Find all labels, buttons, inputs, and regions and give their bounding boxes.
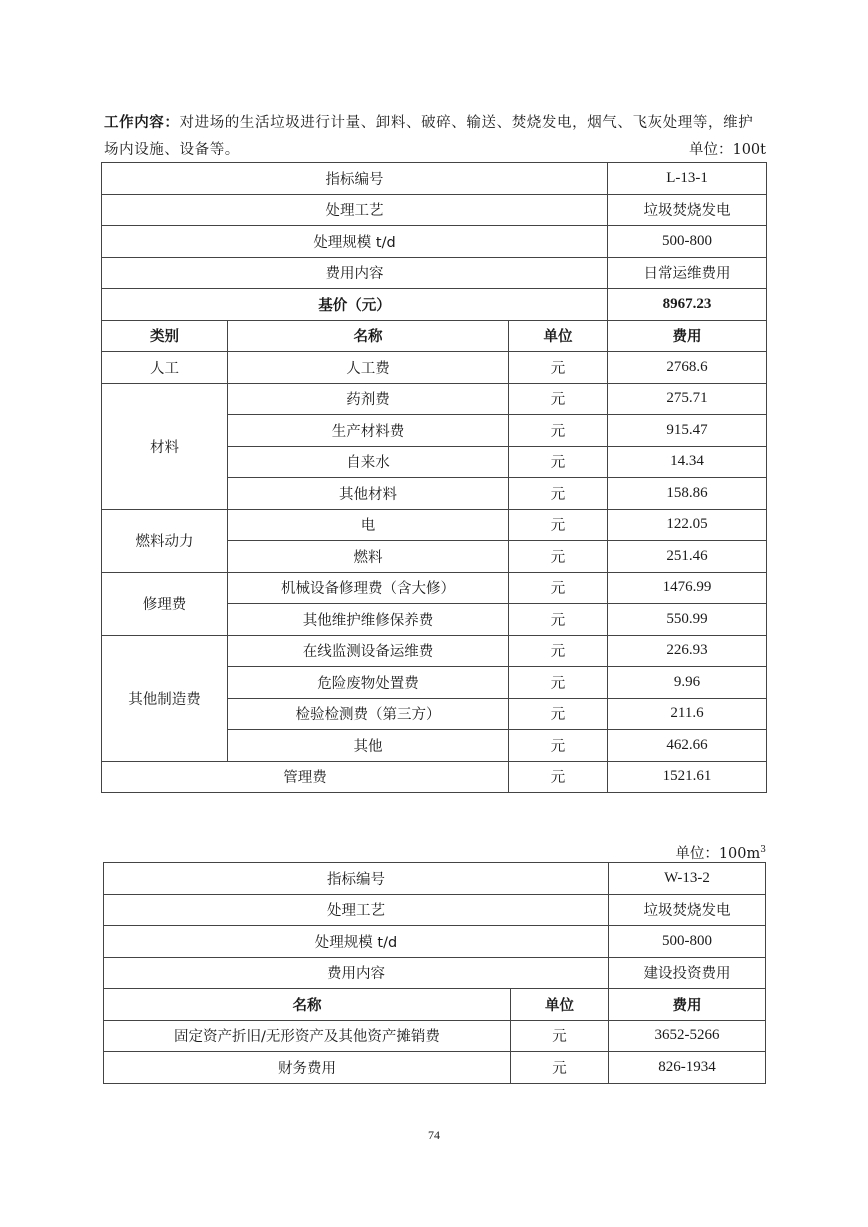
item-unit: 元 — [509, 446, 608, 478]
item-name: 电 — [228, 509, 509, 541]
work-content-text: 对进场的生活垃圾进行计量、卸料、破碎、输送、焚烧发电，烟气、飞灰处理等，维护场内设施、设备等。 — [104, 115, 754, 158]
meta-value: 500-800 — [608, 226, 767, 258]
item-cost: 14.34 — [608, 446, 767, 478]
item-name: 固定资产折旧/无形资产及其他资产摊销费 — [104, 1020, 511, 1052]
table-row — [104, 957, 766, 989]
item-name: 其他 — [228, 730, 509, 762]
meta-value: 500-800 — [609, 926, 766, 958]
category-cell: 其他制造费 — [102, 635, 228, 761]
item-cost: 1521.61 — [608, 761, 767, 793]
item-cost: 251.46 — [608, 541, 767, 573]
item-unit: 元 — [509, 761, 608, 793]
meta-key: 费用内容 — [104, 957, 609, 989]
meta-value: 日常运维费用 — [608, 257, 767, 289]
management-fee-label: 管理费 — [102, 761, 509, 793]
table-row — [102, 352, 767, 384]
item-cost: 158.86 — [608, 478, 767, 510]
table-row — [102, 257, 767, 289]
meta-key: 指标编号 — [102, 163, 608, 195]
table-row — [102, 383, 767, 415]
item-unit: 元 — [509, 541, 608, 573]
construction-investment-cost-table — [103, 862, 766, 1084]
category-cell: 人工 — [102, 352, 228, 384]
base-price-label: 基价（元） — [102, 289, 608, 321]
item-cost: 211.6 — [608, 698, 767, 730]
table-row — [102, 194, 767, 226]
item-name: 自来水 — [228, 446, 509, 478]
item-name: 机械设备修理费（含大修） — [228, 572, 509, 604]
item-unit: 元 — [509, 667, 608, 699]
item-name: 药剂费 — [228, 383, 509, 415]
category-cell: 修理费 — [102, 572, 228, 635]
item-unit: 元 — [509, 509, 608, 541]
item-unit: 元 — [509, 352, 608, 384]
item-cost: 2768.6 — [608, 352, 767, 384]
meta-value: 建设投资费用 — [609, 957, 766, 989]
item-name: 财务费用 — [104, 1052, 511, 1084]
item-name: 生产材料费 — [228, 415, 509, 447]
category-cell: 材料 — [102, 383, 228, 509]
item-cost: 550.99 — [608, 604, 767, 636]
work-content-label: 工作内容： — [104, 115, 180, 131]
table-row — [104, 863, 766, 895]
meta-key: 费用内容 — [102, 257, 608, 289]
unit-superscript: 3 — [760, 845, 766, 855]
table-row — [102, 761, 767, 793]
item-name: 燃料 — [228, 541, 509, 573]
table-row — [102, 226, 767, 258]
meta-key: 处理工艺 — [104, 894, 609, 926]
table-row — [102, 163, 767, 195]
table-row — [104, 1020, 766, 1052]
meta-key: 处理规模 t/d — [104, 926, 609, 958]
table-row — [102, 509, 767, 541]
item-cost: 1476.99 — [608, 572, 767, 604]
meta-value: 垃圾焚烧发电 — [608, 194, 767, 226]
item-cost: 226.93 — [608, 635, 767, 667]
item-name: 其他材料 — [228, 478, 509, 510]
item-cost: 462.66 — [608, 730, 767, 762]
item-cost: 122.05 — [608, 509, 767, 541]
item-name: 检验检测费（第三方） — [228, 698, 509, 730]
meta-key: 指标编号 — [104, 863, 609, 895]
column-header-name: 名称 — [104, 989, 511, 1021]
table-row — [102, 572, 767, 604]
item-name: 其他维护维修保养费 — [228, 604, 509, 636]
column-header-cost: 费用 — [609, 989, 766, 1021]
meta-value: L-13-1 — [608, 163, 767, 195]
item-unit: 元 — [511, 1052, 609, 1084]
header-row — [104, 989, 766, 1021]
column-header-unit: 单位 — [509, 320, 608, 352]
item-cost: 275.71 — [608, 383, 767, 415]
meta-value: 垃圾焚烧发电 — [609, 894, 766, 926]
item-unit: 元 — [509, 383, 608, 415]
item-unit: 元 — [509, 415, 608, 447]
item-cost: 826-1934 — [609, 1052, 766, 1084]
item-cost: 915.47 — [608, 415, 767, 447]
daily-operation-cost-table — [101, 162, 767, 793]
meta-key: 处理工艺 — [102, 194, 608, 226]
category-cell: 燃料动力 — [102, 509, 228, 572]
unit-prefix: 单位：100m — [675, 846, 761, 862]
meta-key: 处理规模 t/d — [102, 226, 608, 258]
table-row — [104, 1052, 766, 1084]
item-unit: 元 — [511, 1020, 609, 1052]
item-cost: 3652-5266 — [609, 1020, 766, 1052]
item-name: 危险废物处置费 — [228, 667, 509, 699]
table-row — [102, 635, 767, 667]
column-header-category: 类别 — [102, 320, 228, 352]
item-unit: 元 — [509, 730, 608, 762]
meta-value: W-13-2 — [609, 863, 766, 895]
page-number: 74 — [428, 1128, 440, 1142]
column-header-unit: 单位 — [511, 989, 609, 1021]
table-row — [102, 289, 767, 321]
item-cost: 9.96 — [608, 667, 767, 699]
table-row — [104, 926, 766, 958]
item-unit: 元 — [509, 698, 608, 730]
item-unit: 元 — [509, 635, 608, 667]
column-header-name: 名称 — [228, 320, 509, 352]
item-name: 在线监测设备运维费 — [228, 635, 509, 667]
item-unit: 元 — [509, 604, 608, 636]
header-row — [102, 320, 767, 352]
item-name: 人工费 — [228, 352, 509, 384]
item-unit: 元 — [509, 572, 608, 604]
column-header-cost: 费用 — [608, 320, 767, 352]
base-price-value: 8967.23 — [608, 289, 767, 321]
table1-unit-label: 单位：100t — [688, 142, 766, 158]
item-unit: 元 — [509, 478, 608, 510]
table-row — [104, 894, 766, 926]
